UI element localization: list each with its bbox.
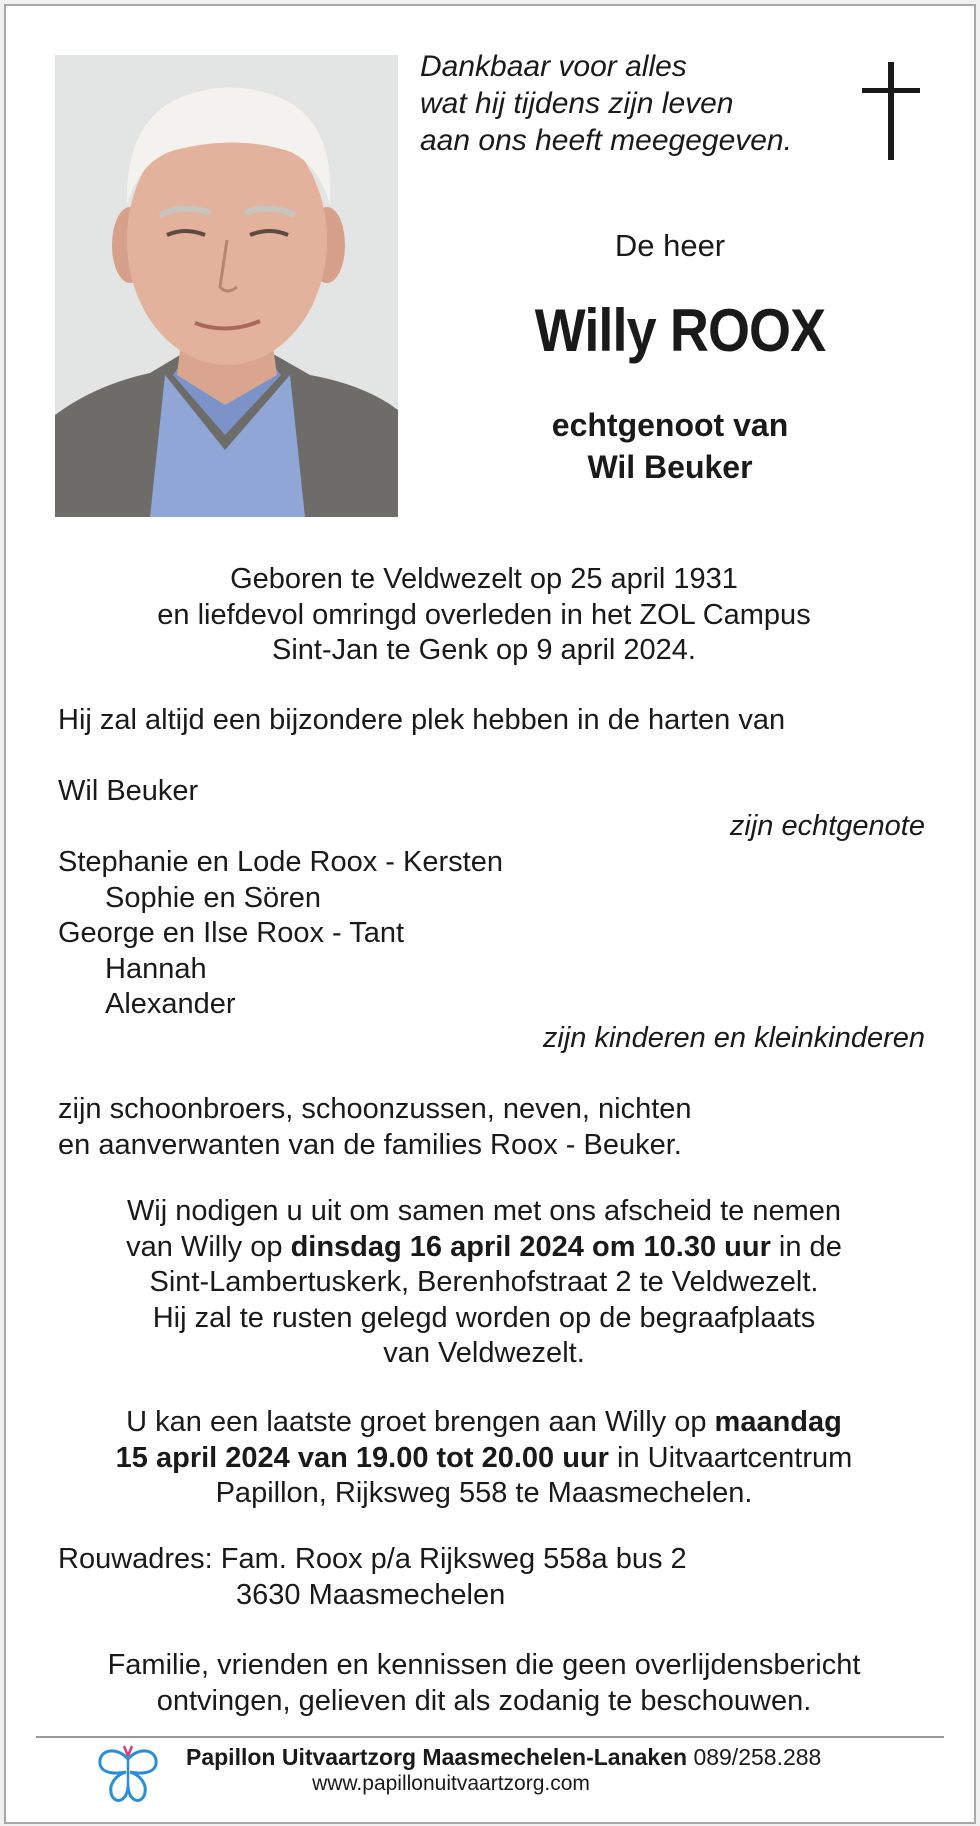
address-line: Rouwadres: Fam. Roox p/a Rijksweg 558a bus 2: [58, 1543, 687, 1575]
ceremony-line: Hij zal te rusten gelegd worden op de begraafplaats: [152, 1301, 816, 1334]
quote-line: Dankbaar voor alles: [420, 50, 687, 83]
spouse-heading: [420, 404, 920, 488]
visitation-line: [40, 1405, 928, 1441]
deceased-name: Willy ROOX: [534, 297, 826, 364]
visitation-day: maandag: [714, 1406, 842, 1438]
notice-line: ontvingen, gelieven dit als zodanig te beschouwen.: [156, 1684, 812, 1717]
relatives-line: en aanverwanten van de families Roox - Beuker.: [58, 1128, 682, 1161]
cross-icon: [862, 62, 920, 165]
butterfly-logo-icon: [94, 1742, 162, 1813]
grandchild-name: Hannah: [105, 952, 207, 985]
children-role: zijn kinderen en kleinkinderen: [542, 1022, 925, 1054]
footer-divider: [36, 1736, 944, 1738]
funeral-home-line: [186, 1744, 821, 1771]
ceremony-text: in de: [770, 1230, 842, 1263]
visitation-datetime: 15 april 2024 van 19.00 tot 20.00 uur: [115, 1441, 609, 1474]
ceremony-line: van Veldwezelt.: [383, 1337, 585, 1369]
ceremony-info: [40, 1194, 928, 1372]
quote-line: aan ons heeft meegegeven.: [420, 124, 792, 157]
spouse-relation: echtgenoot van: [551, 407, 789, 443]
portrait-photo: [55, 55, 398, 517]
dedication-quote: [420, 48, 792, 159]
relatives-line: zijn schoonbroers, schoonzussen, neven, nichten: [58, 1093, 692, 1125]
notice-text: [40, 1648, 928, 1719]
child-name: George en Ilse Roox - Tant: [58, 917, 405, 949]
visitation-text: in Uitvaartcentrum: [608, 1441, 853, 1474]
birth-death-info: [40, 562, 928, 669]
grandchild-name: Sophie en Sören: [105, 881, 322, 914]
ceremony-line: Wij nodigen u uit om samen met ons afscheid te nemen: [126, 1195, 842, 1227]
title-prefix: De heer: [614, 228, 726, 263]
funeral-home-phone: 089/258.288: [693, 1744, 822, 1770]
ceremony-line: Sint-Lambertuskerk, Berenhofstraat 2 te Veldwezelt.: [149, 1266, 819, 1298]
ceremony-text: van Willy op: [126, 1230, 291, 1263]
intro-text: Hij zal altijd een bijzondere plek hebben in de harten van: [58, 704, 786, 736]
family-spouse: Wil Beuker: [58, 775, 199, 807]
spouse-name: Wil Beuker: [587, 449, 753, 485]
visitation-line: Papillon, Rijksweg 558 te Maasmechelen.: [215, 1477, 753, 1509]
address-line: 3630 Maasmechelen: [236, 1578, 506, 1611]
children-list: [58, 845, 503, 1023]
ceremony-datetime: dinsdag 16 april 2024 om 10.30 uur: [290, 1230, 771, 1263]
visitation-text: U kan een laatste groet brengen aan Willy op: [126, 1406, 715, 1438]
grandchild-name: Alexander: [105, 988, 236, 1020]
funeral-home-name: Papillon Uitvaartzorg Maasmechelen-Lanaken: [186, 1744, 688, 1770]
funeral-home-website[interactable]: www.papillonuitvaartzorg.com: [312, 1772, 590, 1795]
notice-line: Familie, vrienden en kennissen die geen overlijdensbericht: [107, 1649, 861, 1681]
info-line: Sint-Jan te Genk op 9 april 2024.: [272, 634, 696, 666]
visitation-info: [40, 1405, 928, 1512]
relatives-text: [58, 1092, 692, 1163]
info-line: en liefdevol omringd overleden in het ZOL Campus: [157, 598, 811, 631]
ceremony-line: [40, 1230, 928, 1266]
quote-line: wat hij tijdens zijn leven: [420, 87, 734, 120]
spouse-role: zijn echtgenote: [729, 810, 925, 842]
visitation-line: [40, 1441, 928, 1477]
mourning-address: [58, 1542, 687, 1613]
child-name: Stephanie en Lode Roox - Kersten: [58, 846, 503, 878]
info-line: Geboren te Veldwezelt op 25 april 1931: [230, 563, 738, 595]
